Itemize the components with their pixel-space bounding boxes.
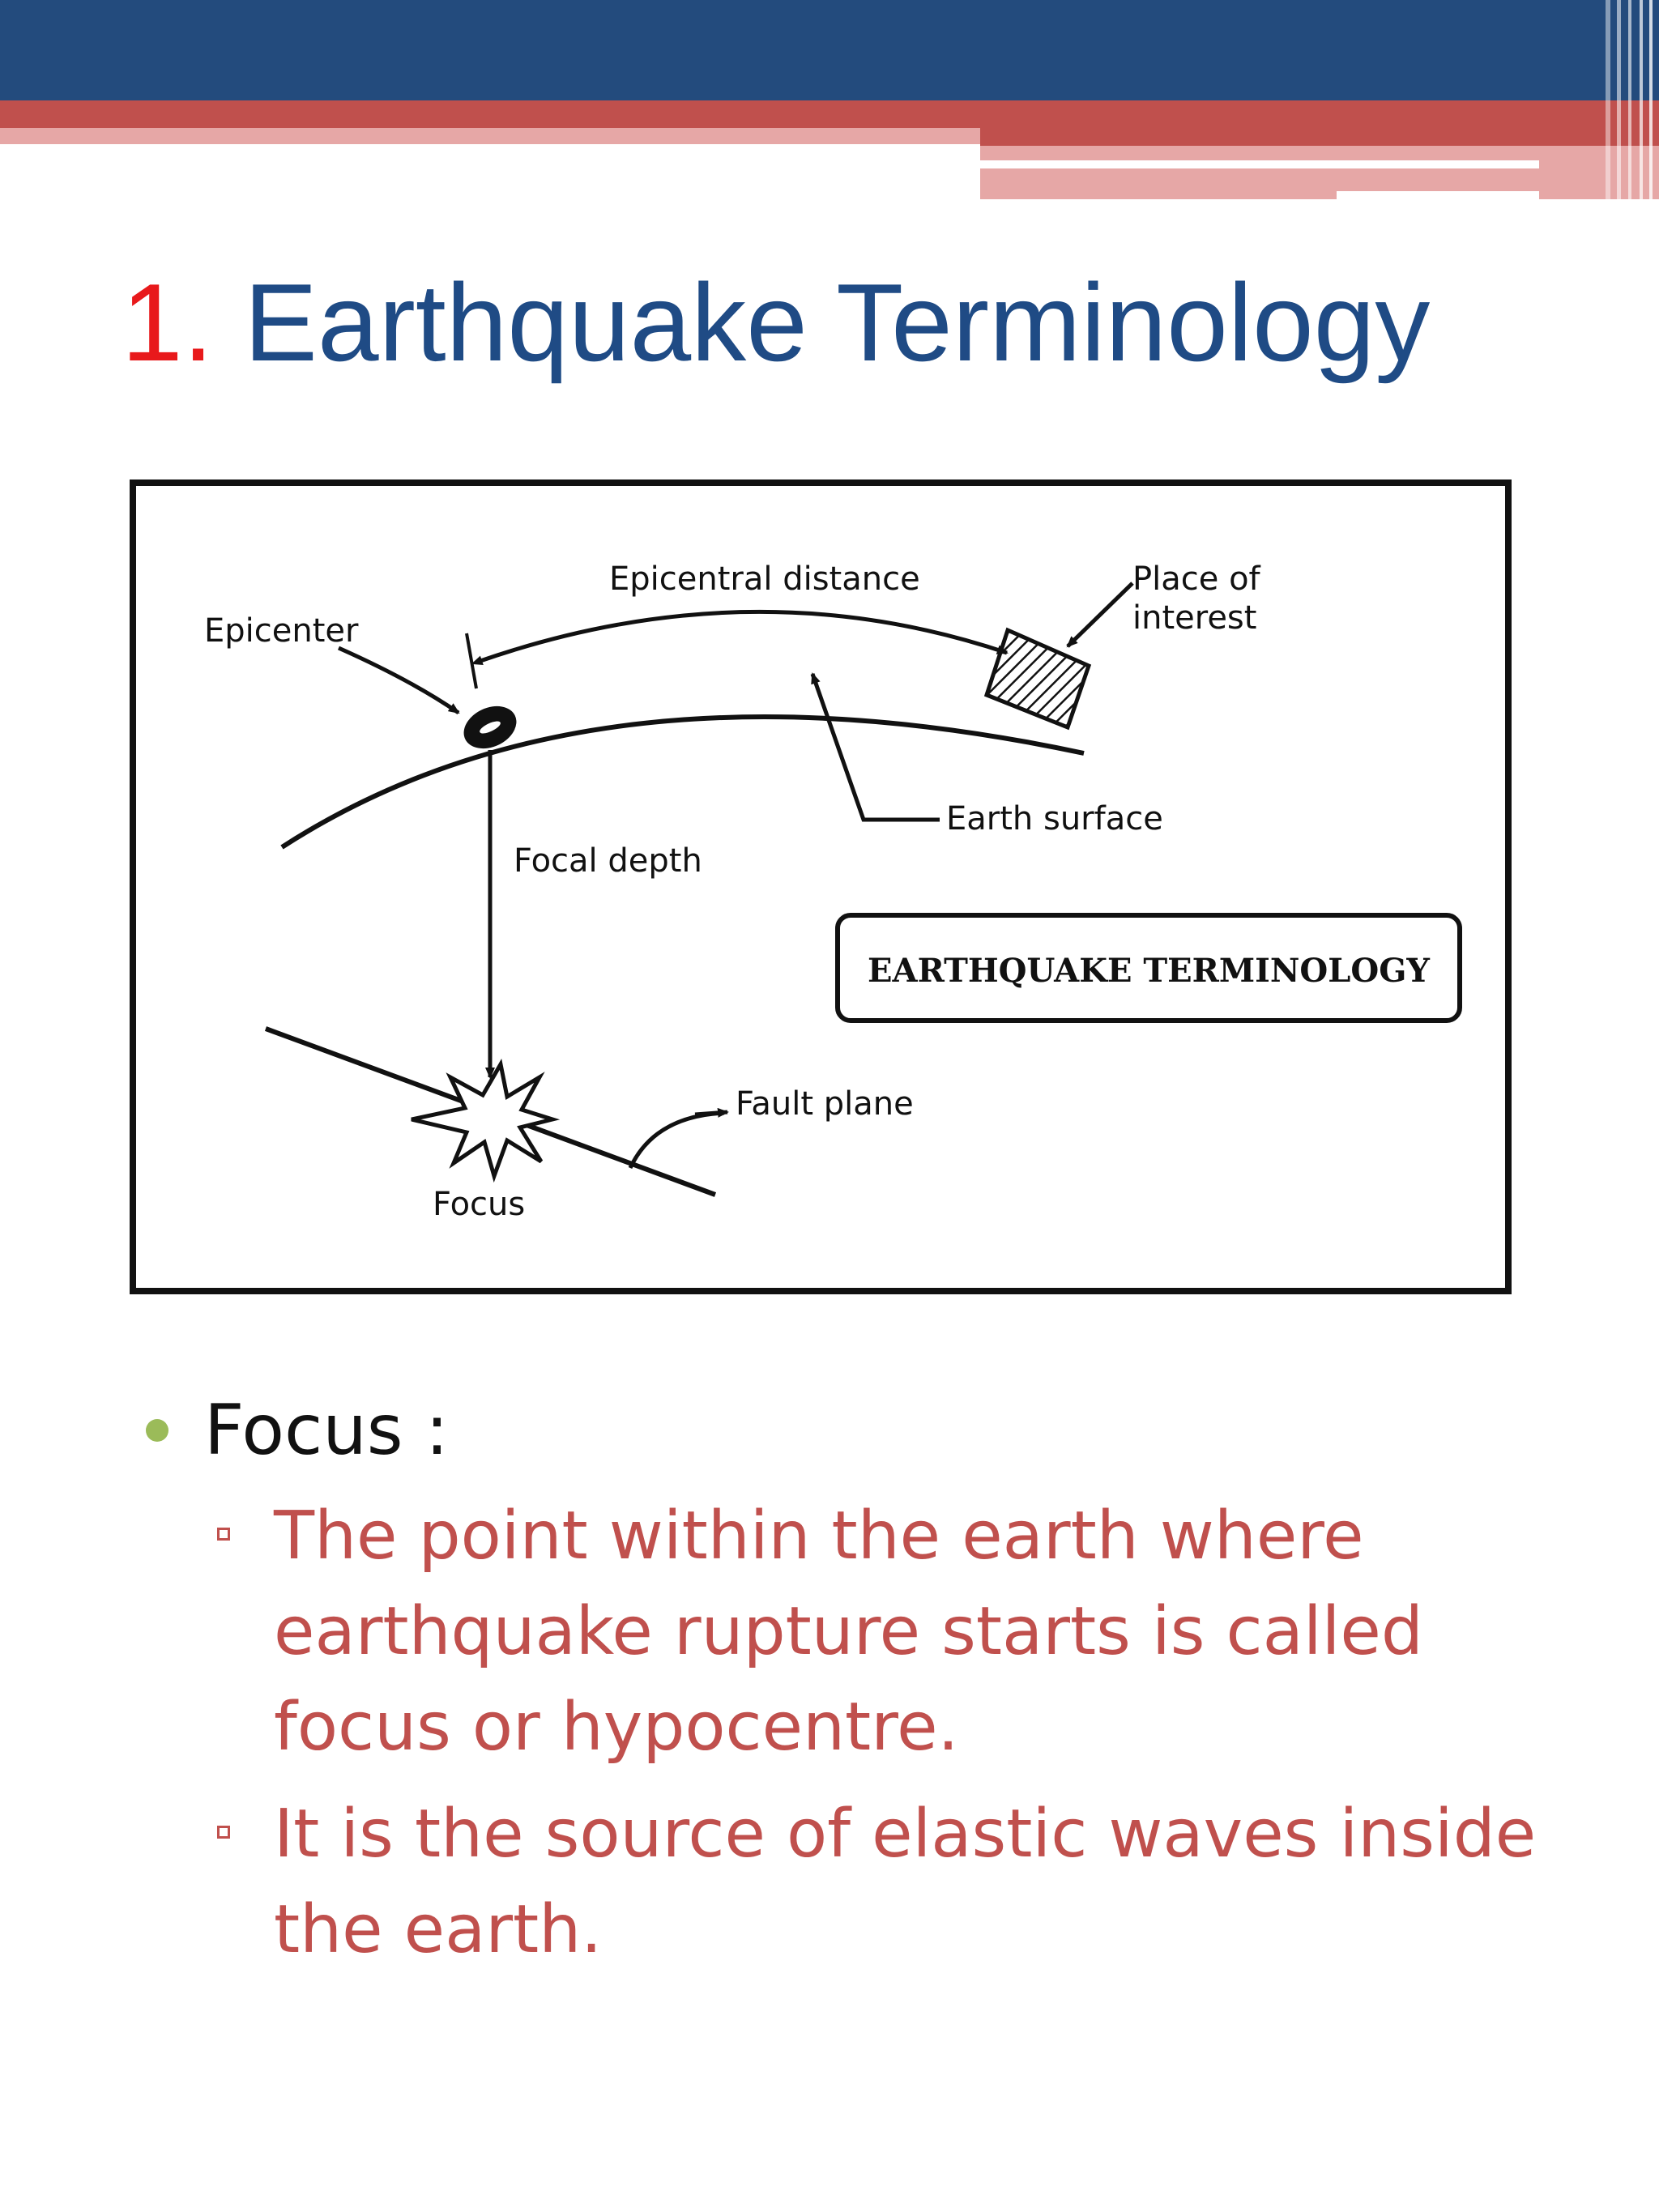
sub-bullet-1: The point within the earth where earthquake rupture starts is called focus or hypocentre. — [274, 1498, 1423, 1766]
banner-blue-band — [0, 0, 1659, 100]
bullet-focus: Focus : — [204, 1390, 449, 1471]
header-banner — [0, 0, 1659, 211]
epicentral-distance-arrow — [480, 612, 1007, 661]
banner-red-band — [0, 100, 1659, 128]
label-focal-depth: Focal depth — [514, 842, 702, 880]
sub-bullet-marker-1 — [217, 1528, 230, 1541]
title-text: Earthquake Terminology — [244, 261, 1431, 384]
earthquake-diagram — [130, 479, 1512, 1294]
banner-stripe-5 — [1649, 0, 1653, 199]
label-focus: Focus — [433, 1186, 526, 1223]
label-earth-surface: Earth surface — [946, 800, 1163, 837]
label-fault-plane: Fault plane — [736, 1085, 914, 1123]
label-epicentral-distance: Epicentral distance — [609, 560, 920, 598]
bullet-dot — [146, 1419, 168, 1442]
diagram-svg — [136, 486, 1505, 1288]
place-of-interest-pointer — [1068, 583, 1132, 646]
title-number: 1. — [122, 261, 214, 384]
slide-title — [122, 258, 1430, 387]
banner-red-block — [980, 128, 1659, 146]
banner-stripe-3 — [1628, 0, 1631, 199]
focus-star — [412, 1064, 552, 1176]
banner-white-notch — [1337, 191, 1539, 201]
fault-plane-pointer — [603, 1115, 634, 1122]
sub-bullet-2: It is the source of elastic waves inside the earth. — [274, 1796, 1537, 1968]
banner-stripe-1 — [1606, 0, 1610, 199]
label-place-of-interest-2: interest — [1132, 599, 1257, 637]
sub-bullet-marker-2 — [217, 1826, 230, 1839]
banner-pink-block — [980, 146, 1659, 199]
place-of-interest-block — [987, 630, 1089, 727]
label-diagram-title: EARTHQUAKE TERMINOLOGY — [868, 952, 1430, 990]
banner-white-line — [980, 160, 1539, 168]
label-place-of-interest-1: Place of — [1132, 560, 1260, 598]
fault-plane-curve-pointer — [630, 1113, 724, 1168]
label-epicenter: Epicenter — [204, 612, 359, 650]
fault-plane-arrowhead-line — [695, 1112, 727, 1115]
banner-pink-band — [0, 128, 980, 144]
earth-surface-pointer — [812, 674, 940, 820]
banner-stripe-2 — [1617, 0, 1621, 199]
epicenter-tick — [467, 633, 476, 688]
banner-stripe-4 — [1640, 0, 1643, 199]
epicenter-pointer — [339, 648, 458, 713]
